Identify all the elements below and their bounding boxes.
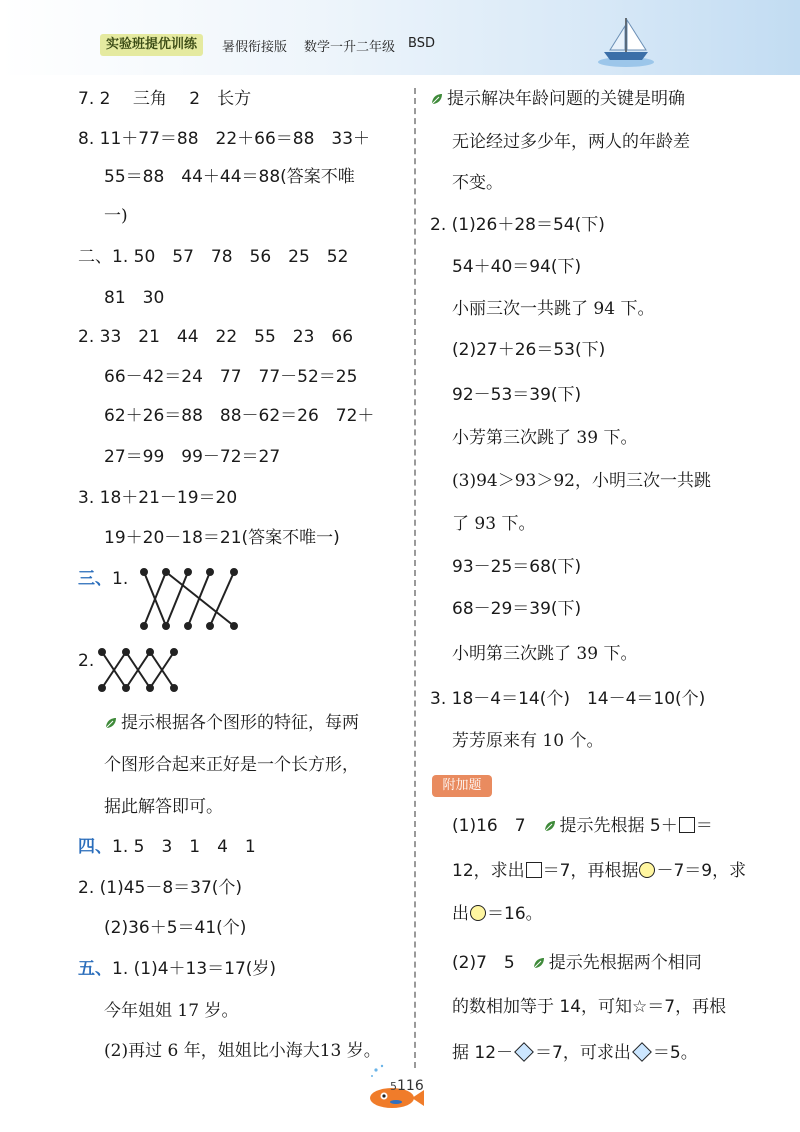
square-box-icon [679,817,695,833]
section-3-label: 三、 [78,569,112,589]
section-3-q1 [78,568,128,590]
bonus-2-text4: ＝5。 [652,1043,698,1063]
subject-label: 数学一升二年级 [304,40,396,55]
diamond-symbol-icon [514,1042,534,1062]
section-2-label: 二、 [78,247,112,267]
q2-line3: 小丽三次一共跳了 94 下。 [452,299,655,319]
hint-label: 提示 [121,713,155,733]
circle-symbol-icon [470,905,486,921]
q2-line8: 了 93 下。 [452,514,536,534]
hint-2-line2: 无论经过多少年，两人的年龄差 [452,132,690,152]
bonus-2-line3 [452,1042,698,1064]
section-2-q3-line2: 19＋20－18＝21(答案不唯一) [104,528,340,548]
bonus-1-text3: ＝7，再根据 [542,861,639,881]
section-2-q2-line4: 27＝99 99－72＝27 [104,447,281,467]
answer-q8-line1: 8. 11＋77＝88 22＋66＝88 33＋ [78,129,371,149]
bonus-2-line1 [452,952,702,974]
section-2-q2-line2: 66－42＝24 77 77－52＝25 [104,367,358,387]
bonus-1-answer: (1)16 7 [452,816,543,836]
bonus-1-text2: 12，求出 [452,861,525,881]
bonus-2-answer: (2)7 5 [452,953,532,973]
hint-1-line1 [104,712,359,734]
section-4-q2-line2: (2)36＋5＝41(个) [104,918,247,938]
leaf-icon [532,956,546,970]
bonus-1-text4: －7＝9，求 [656,861,747,881]
sailboat-icon [596,12,656,70]
answer-q8-line2: 55＝88 44＋44＝88(答案不唯 [104,167,355,187]
column-divider [414,88,416,1068]
q2-line4: (2)27＋26＝53(下) [452,340,606,360]
square-box-icon [526,862,542,878]
section-4-label: 四、 [78,837,112,857]
diamond-symbol-icon [632,1042,652,1062]
bonus-2-text3: ＝7，可求出 [535,1043,631,1063]
q2-line9: 93－25＝68(下) [452,557,582,577]
section-5-q1-text: 1. (1)4＋13＝17(岁) [112,959,277,979]
section-2-q2-line1: 2. 33 21 44 22 55 23 66 [78,327,354,347]
matching-diagram-2 [96,646,182,694]
hint-1-line2: 个图形合起来正好是一个长方形， [104,755,359,775]
bonus-1-text: 先根据 5＋ [593,816,678,836]
q2-line10: 68－29＝39(下) [452,599,582,619]
q3-line1: 3. 18－4＝14(个) 14－4＝10(个) [430,689,706,709]
code-label: BSD [408,36,435,51]
bonus-2-text: 先根据两个相同 [582,953,702,973]
bonus-1-text6: ＝16。 [487,904,543,924]
bonus-1-line2 [452,860,746,882]
bonus-1-line1 [452,815,713,837]
section-5-q1-line1 [78,958,276,980]
hint-label: 提示 [548,953,583,973]
q2-line6: 小芳第三次跳了 39 下。 [452,428,638,448]
section-2-q1-line2: 81 30 [104,288,165,308]
q2-line7: (3)94＞93＞92，小明三次一共跳 [452,471,711,491]
q3-line2: 芳芳原来有 10 个。 [452,731,604,751]
section-5-q1-line3: (2)再过 6 年，姐姐比小海大13 岁。 [104,1041,381,1061]
page-prefix: 5 [390,1080,397,1093]
hint-1-text: 根据各个图形的特征，每两 [155,713,359,733]
series-tag: 实验班提优训练 [100,34,203,56]
hint-1-line3: 据此解答即可。 [104,797,223,817]
section-2-q1-text: 1. 50 57 78 56 25 52 [112,247,349,267]
leaf-icon [430,92,444,106]
q2-line11: 小明第三次跳了 39 下。 [452,644,638,664]
section-2-q2-line3: 62＋26＝88 88－62＝26 72＋ [104,406,375,426]
section-3-q1-num: 1. [112,569,129,589]
answer-q7: 7. 2 三角 2 长方 [78,89,252,109]
matching-diagram-1 [138,566,242,632]
section-5-q1-line2: 今年姐姐 17 岁。 [104,1001,239,1021]
hint-label: 提示 [447,89,481,109]
section-5-label: 五、 [78,959,112,979]
answer-q8-line3: 一) [104,206,128,226]
edition-label: 暑假衔接版 [222,40,288,55]
q2-line2: 54＋40＝94(下) [452,257,582,277]
leaf-icon [543,819,557,833]
section-2-q1-line1 [78,246,348,268]
hint-label: 提示 [559,816,594,836]
section-3-q2: 2. [78,651,95,671]
page-number-value: 116 [397,1078,424,1094]
bonus-2-line2: 的数相加等于 14，可知☆＝7，再根 [452,997,727,1017]
section-4-q1 [78,836,256,858]
q2-line5: 92－53＝39(下) [452,385,582,405]
hint-2-line1 [430,88,685,110]
hint-2-text: 解决年龄问题的关键是明确 [481,89,685,109]
hint-2-line3: 不变。 [452,173,503,193]
bonus-1-line3 [452,903,543,925]
section-4-q2-line1: 2. (1)45－8＝37(个) [78,878,243,898]
bonus-2-text2: 据 12－ [452,1043,514,1063]
bonus-1-equals: ＝ [695,816,713,836]
section-2-q3-line1: 3. 18＋21－19＝20 [78,488,238,508]
circle-symbol-icon [639,862,655,878]
leaf-icon [104,716,118,730]
page-header [0,0,800,75]
bonus-question-tag: 附加题 [432,775,492,797]
page-number [390,1078,424,1094]
q2-line1: 2. (1)26＋28＝54(下) [430,215,605,235]
section-4-q1-text: 1. 5 3 1 4 1 [112,837,256,857]
bonus-1-text5: 出 [452,904,469,924]
